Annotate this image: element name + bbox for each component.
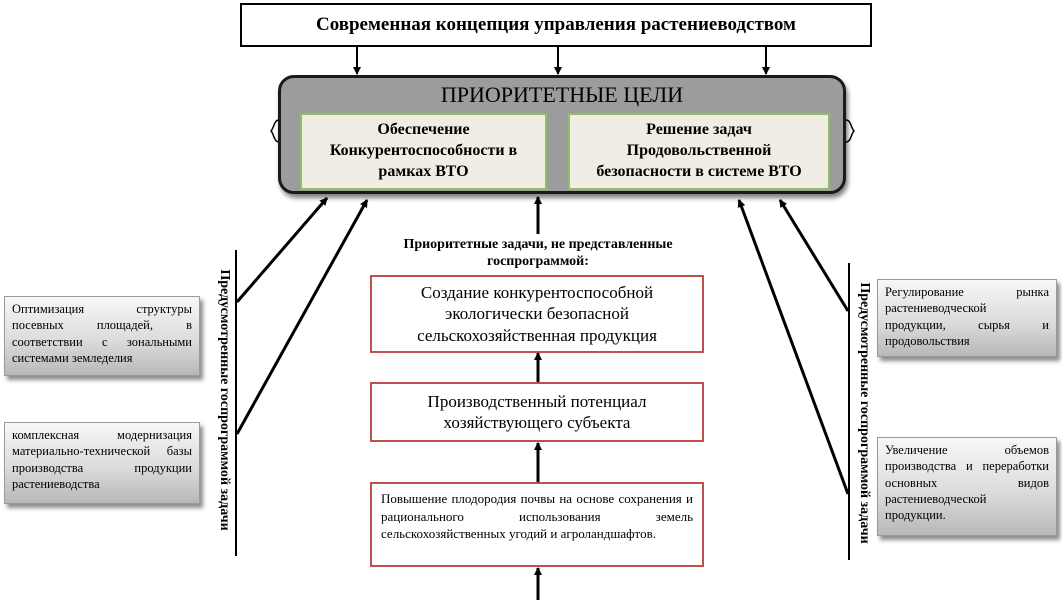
goal-line: рамках ВТО [378, 162, 469, 180]
box-production-potential [370, 382, 704, 442]
goal-line: Решение задач [646, 121, 752, 139]
task-production-increase: Увеличение объемов производства и переработки основных видов растениеводческой продукции. [877, 437, 1057, 536]
arrow-left-upper [237, 198, 327, 302]
box-line: хозяйствующего субъекта [443, 413, 631, 432]
goal-competitiveness [300, 113, 547, 190]
task-crop-structure: Оптимизация структуры посевных площадей, в соответствии с зональными системами земледелия [4, 296, 200, 376]
side-label-right [855, 263, 873, 563]
side-label-left [215, 250, 233, 550]
caption-line: Приоритетные задачи, не представленные [403, 237, 673, 252]
arrow-right-upper [780, 200, 848, 311]
diagram-title: Современная концепция управления растениеводством [240, 3, 872, 47]
box-line: экологически безопасной [445, 304, 629, 324]
arrow-left-lower [237, 200, 367, 434]
arrow-right-lower [739, 200, 848, 494]
side-label-text: Предусмотренные госпрограммой задачи [857, 282, 872, 544]
box-line: сельскохозяйственная продукция [417, 325, 657, 345]
side-label-text: Предусмотренные госпрограммой задачи [217, 269, 232, 531]
caption-line: госпрограммой: [487, 253, 589, 269]
goal-food-security [568, 113, 830, 190]
box-line: Создание конкурентоспособной [420, 283, 654, 303]
goal-line: Обеспечение [377, 121, 470, 139]
goal-line: безопасности в системе ВТО [596, 162, 802, 180]
task-modernization: комплексная модернизация материально-технической базы производства продукции растениеводства [4, 422, 200, 504]
goal-line: Конкурентоспособности в [329, 142, 518, 160]
box-competitive-product [370, 275, 704, 353]
box-soil-fertility: Повышение плодородия почвы на основе сохранения и рационального использования земель сельскохозяйственных угодий и агроландшафтов. [370, 482, 704, 567]
box-line: Производственный потенциал [427, 391, 647, 411]
goals-heading: ПРИОРИТЕТНЫЕ ЦЕЛИ [440, 82, 684, 107]
goal-line: Продовольственной [626, 142, 772, 160]
right-brace [846, 120, 854, 142]
task-market-regulation: Регулирование рынка растениеводческой продукции, сырья и продовольствия [877, 279, 1057, 357]
tasks-caption [370, 237, 706, 271]
